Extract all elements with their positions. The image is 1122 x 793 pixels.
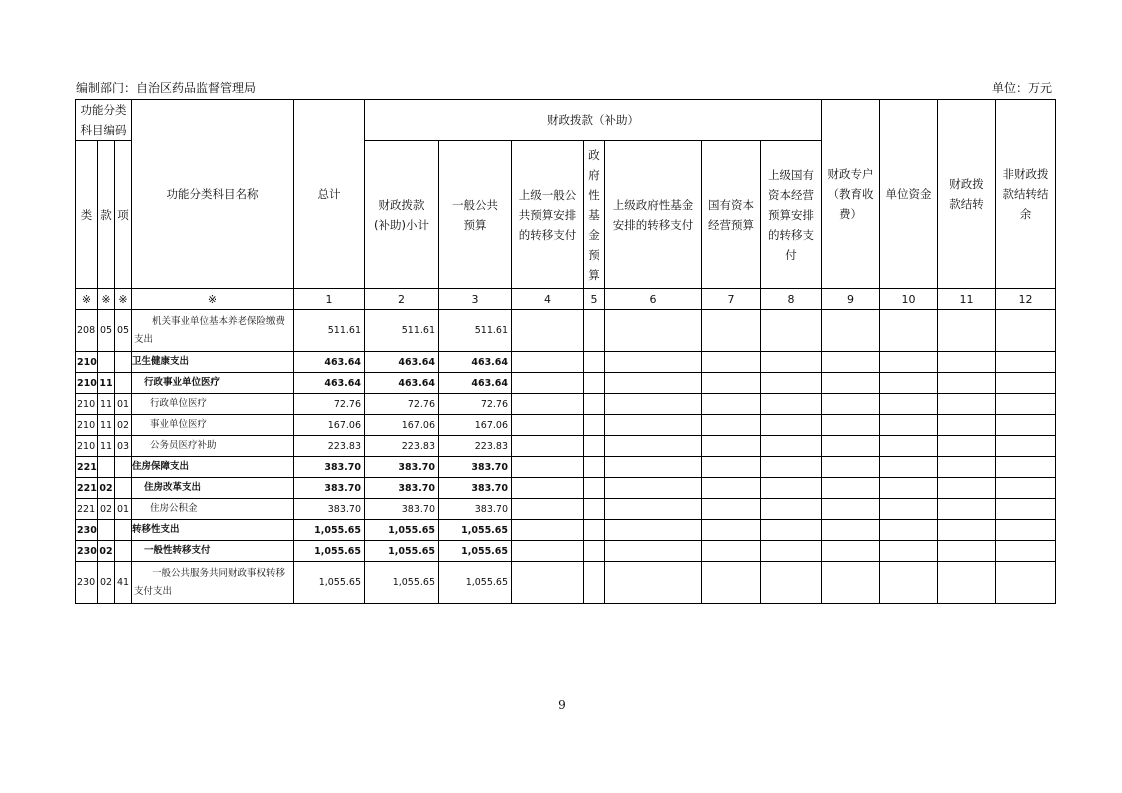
total-cell: 383.70 bbox=[294, 457, 365, 478]
index-cell: 4 bbox=[512, 289, 584, 310]
lei-cell: 230 bbox=[76, 541, 98, 562]
index-cell: 3 bbox=[439, 289, 512, 310]
kuan-cell bbox=[98, 352, 115, 373]
table-row bbox=[76, 394, 1056, 415]
lei-cell: 208 bbox=[76, 310, 98, 352]
subtotal-cell: 383.70 bbox=[365, 478, 439, 499]
table-row bbox=[76, 457, 1056, 478]
name-cell: 一般性转移支付 bbox=[132, 541, 294, 562]
index-cell: 9 bbox=[822, 289, 880, 310]
general-budget-cell: 167.06 bbox=[439, 415, 512, 436]
general-budget-cell: 1,055.65 bbox=[439, 541, 512, 562]
index-cell: 11 bbox=[938, 289, 996, 310]
total-cell: 383.70 bbox=[294, 499, 365, 520]
general-budget-cell: 383.70 bbox=[439, 478, 512, 499]
subtotal-cell: 463.64 bbox=[365, 373, 439, 394]
name-cell: 转移性支出 bbox=[132, 520, 294, 541]
index-cell: 7 bbox=[702, 289, 761, 310]
total-cell: 167.06 bbox=[294, 415, 365, 436]
lei-cell: 210 bbox=[76, 436, 98, 457]
kuan-cell: 11 bbox=[98, 394, 115, 415]
func-code-header: 功能分类科目编码 bbox=[76, 100, 132, 141]
xiang-cell bbox=[115, 541, 132, 562]
general-budget-cell: 511.61 bbox=[439, 310, 512, 352]
xiang-cell: 01 bbox=[115, 499, 132, 520]
xiang-cell: 03 bbox=[115, 436, 132, 457]
general-budget-cell: 1,055.65 bbox=[439, 562, 512, 604]
general-budget-cell: 463.64 bbox=[439, 352, 512, 373]
lei-cell: 210 bbox=[76, 415, 98, 436]
name-cell: 行政单位医疗 bbox=[132, 394, 294, 415]
index-cell: ※ bbox=[98, 289, 115, 310]
index-cell: ※ bbox=[115, 289, 132, 310]
xiang-cell: 41 bbox=[115, 562, 132, 604]
name-cell: 一般公共服务共同财政事权转移支付支出 bbox=[132, 562, 294, 604]
general-budget-cell: 72.76 bbox=[439, 394, 512, 415]
kuan-cell: 02 bbox=[98, 478, 115, 499]
kuan-cell bbox=[98, 520, 115, 541]
xiang-cell: 05 bbox=[115, 310, 132, 352]
lei-header: 类 bbox=[76, 141, 98, 289]
table-row bbox=[76, 562, 1056, 604]
table-row bbox=[76, 541, 1056, 562]
index-cell: ※ bbox=[76, 289, 98, 310]
total-cell: 511.61 bbox=[294, 310, 365, 352]
c11-header: 非财政拨款结转结余 bbox=[996, 100, 1056, 289]
kuan-header: 款 bbox=[98, 141, 115, 289]
lei-cell: 230 bbox=[76, 520, 98, 541]
kuan-cell: 11 bbox=[98, 373, 115, 394]
subtotal-cell: 463.64 bbox=[365, 352, 439, 373]
total-header: 总计 bbox=[294, 100, 365, 289]
subtotal-cell: 1,055.65 bbox=[365, 562, 439, 604]
subtotal-cell: 167.06 bbox=[365, 415, 439, 436]
kuan-cell: 11 bbox=[98, 436, 115, 457]
c9-header: 单位资金 bbox=[880, 100, 938, 289]
c3-header: 上级一般公共预算安排的转移支付 bbox=[512, 141, 584, 289]
subtotal-cell: 1,055.65 bbox=[365, 541, 439, 562]
xiang-cell bbox=[115, 520, 132, 541]
budget-table bbox=[75, 99, 1056, 604]
xiang-cell bbox=[115, 352, 132, 373]
total-cell: 72.76 bbox=[294, 394, 365, 415]
general-budget-cell: 383.70 bbox=[439, 499, 512, 520]
index-cell: 8 bbox=[761, 289, 822, 310]
xiang-cell bbox=[115, 373, 132, 394]
name-cell: 行政事业单位医疗 bbox=[132, 373, 294, 394]
lei-cell: 210 bbox=[76, 352, 98, 373]
c4-header: 政府性基金预算 bbox=[584, 141, 605, 289]
total-cell: 1,055.65 bbox=[294, 520, 365, 541]
lei-cell: 221 bbox=[76, 478, 98, 499]
index-cell: 2 bbox=[365, 289, 439, 310]
total-cell: 463.64 bbox=[294, 352, 365, 373]
lei-cell: 221 bbox=[76, 457, 98, 478]
table-row bbox=[76, 499, 1056, 520]
total-cell: 1,055.65 bbox=[294, 562, 365, 604]
lei-cell: 221 bbox=[76, 499, 98, 520]
index-cell: ※ bbox=[132, 289, 294, 310]
c5-header: 上级政府性基金安排的转移支付 bbox=[605, 141, 702, 289]
kuan-cell: 05 bbox=[98, 310, 115, 352]
kuan-cell: 02 bbox=[98, 499, 115, 520]
index-cell: 5 bbox=[584, 289, 605, 310]
c1-header: 财政拨款(补助)小计 bbox=[365, 141, 439, 289]
total-cell: 223.83 bbox=[294, 436, 365, 457]
kuan-cell: 02 bbox=[98, 562, 115, 604]
name-cell: 公务员医疗补助 bbox=[132, 436, 294, 457]
subtotal-cell: 72.76 bbox=[365, 394, 439, 415]
kuan-cell: 02 bbox=[98, 541, 115, 562]
name-cell: 住房保障支出 bbox=[132, 457, 294, 478]
c10-header: 财政拨款结转 bbox=[938, 100, 996, 289]
xiang-cell: 02 bbox=[115, 415, 132, 436]
name-cell: 机关事业单位基本养老保险缴费支出 bbox=[132, 310, 294, 352]
subtotal-cell: 1,055.65 bbox=[365, 520, 439, 541]
c8-header: 财政专户（教育收费） bbox=[822, 100, 880, 289]
xiang-header: 项 bbox=[115, 141, 132, 289]
c6-header: 国有资本经营预算 bbox=[702, 141, 761, 289]
total-cell: 383.70 bbox=[294, 478, 365, 499]
unit-label: 单位：万元 bbox=[991, 81, 1052, 95]
general-budget-cell: 1,055.65 bbox=[439, 520, 512, 541]
page-number: 9 bbox=[558, 698, 566, 712]
index-cell: 1 bbox=[294, 289, 365, 310]
table-row bbox=[76, 520, 1056, 541]
total-cell: 1,055.65 bbox=[294, 541, 365, 562]
general-budget-cell: 463.64 bbox=[439, 373, 512, 394]
table-row bbox=[76, 436, 1056, 457]
xiang-cell bbox=[115, 457, 132, 478]
lei-cell: 210 bbox=[76, 394, 98, 415]
lei-cell: 230 bbox=[76, 562, 98, 604]
general-budget-cell: 223.83 bbox=[439, 436, 512, 457]
czbk-group-header: 财政拨款（补助） bbox=[365, 100, 822, 141]
index-row bbox=[76, 289, 1056, 310]
table-row bbox=[76, 373, 1056, 394]
general-budget-cell: 383.70 bbox=[439, 457, 512, 478]
department-label: 编制部门：自治区药品监督管理局 bbox=[76, 81, 257, 95]
table-row bbox=[76, 478, 1056, 499]
name-cell: 事业单位医疗 bbox=[132, 415, 294, 436]
xiang-cell: 01 bbox=[115, 394, 132, 415]
subtotal-cell: 383.70 bbox=[365, 457, 439, 478]
xiang-cell bbox=[115, 478, 132, 499]
func-name-header: 功能分类科目名称 bbox=[132, 100, 294, 289]
c7-header: 上级国有资本经营预算安排的转移支付 bbox=[761, 141, 822, 289]
subtotal-cell: 383.70 bbox=[365, 499, 439, 520]
index-cell: 6 bbox=[605, 289, 702, 310]
subtotal-cell: 223.83 bbox=[365, 436, 439, 457]
table-row bbox=[76, 415, 1056, 436]
name-cell: 卫生健康支出 bbox=[132, 352, 294, 373]
lei-cell: 210 bbox=[76, 373, 98, 394]
index-cell: 12 bbox=[996, 289, 1056, 310]
total-cell: 463.64 bbox=[294, 373, 365, 394]
name-cell: 住房改革支出 bbox=[132, 478, 294, 499]
table-row bbox=[76, 352, 1056, 373]
name-cell: 住房公积金 bbox=[132, 499, 294, 520]
subtotal-cell: 511.61 bbox=[365, 310, 439, 352]
c2-header: 一般公共预算 bbox=[439, 141, 512, 289]
table-row bbox=[76, 310, 1056, 352]
index-cell: 10 bbox=[880, 289, 938, 310]
kuan-cell: 11 bbox=[98, 415, 115, 436]
kuan-cell bbox=[98, 457, 115, 478]
